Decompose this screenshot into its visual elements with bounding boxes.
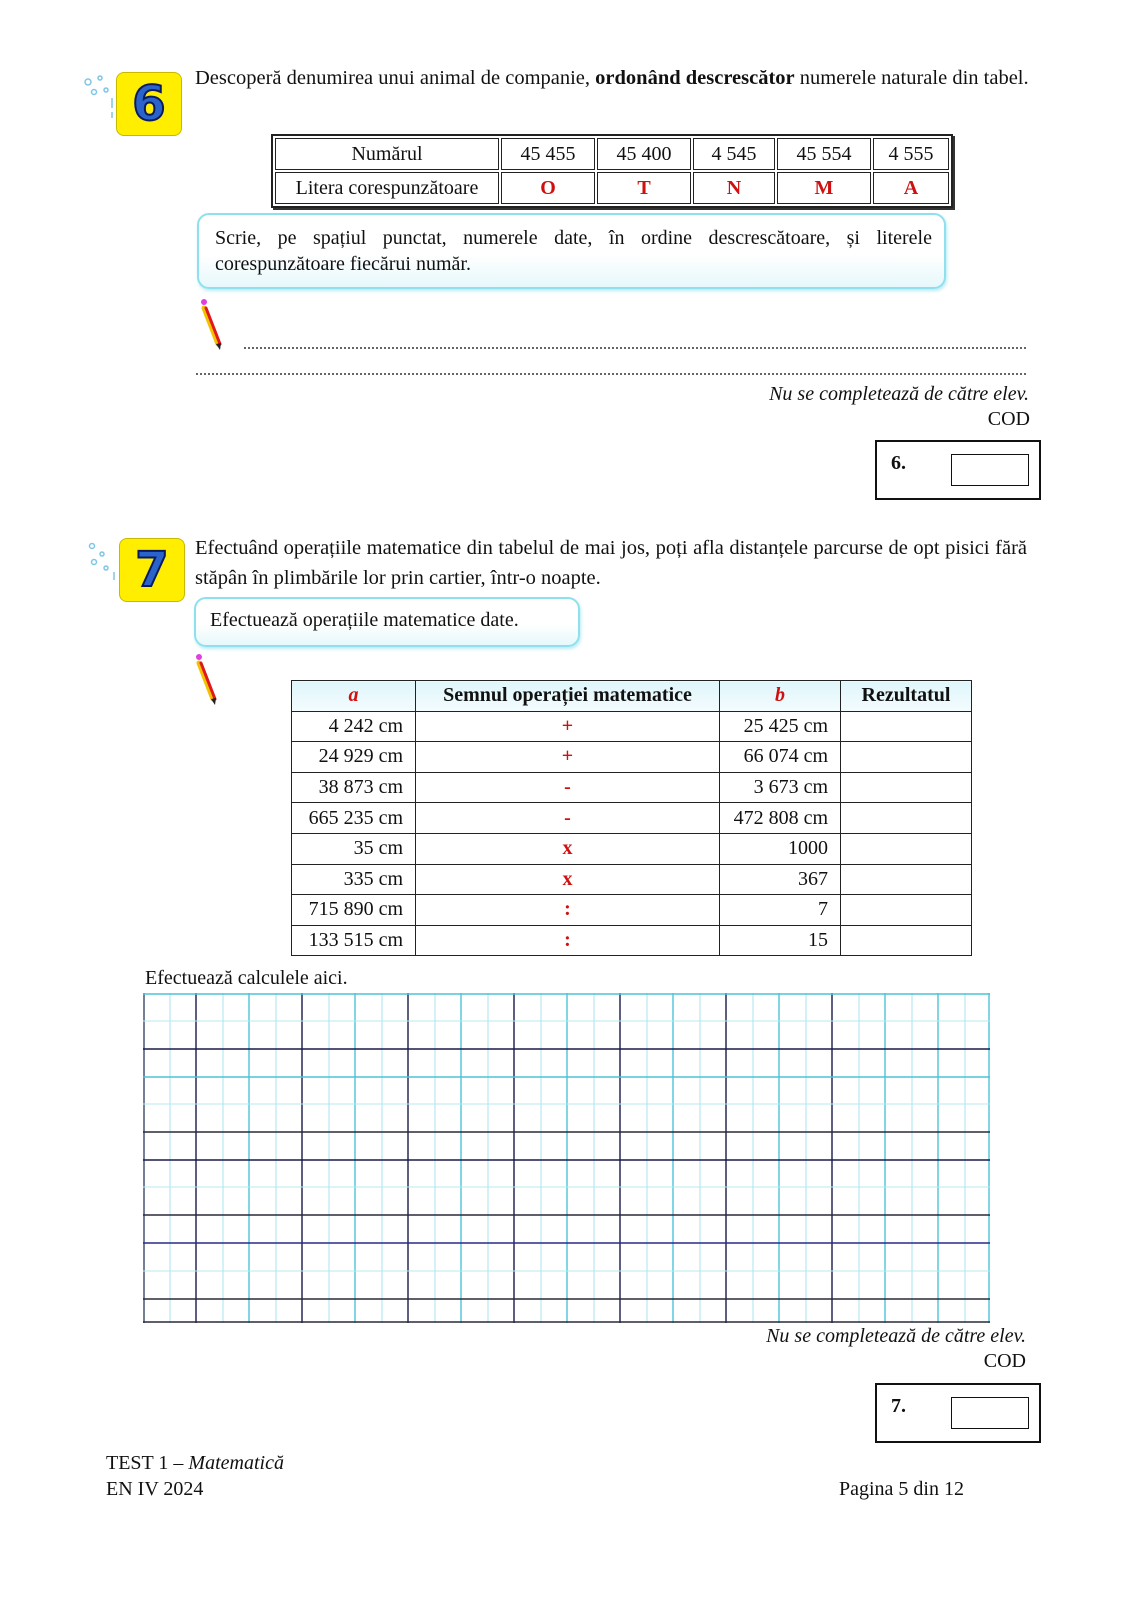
exercise-6-instruction-box bbox=[197, 213, 946, 289]
calculation-grid[interactable] bbox=[143, 993, 990, 1323]
cell-a: 4 242 cm bbox=[292, 711, 416, 742]
code-box-field[interactable] bbox=[951, 1397, 1029, 1429]
cell-operation: - bbox=[416, 803, 720, 834]
cell-b: 367 bbox=[720, 864, 841, 895]
cell-operation: + bbox=[416, 711, 720, 742]
header-result: Rezultatul bbox=[841, 681, 972, 712]
cell-a: 24 929 cm bbox=[292, 742, 416, 773]
exercise-7-code-box bbox=[875, 1383, 1041, 1443]
letter-cell: O bbox=[501, 172, 595, 204]
work-area-label: Efectuează calculele aici. bbox=[145, 967, 348, 989]
footer-exam: EN IV 2024 bbox=[106, 1478, 204, 1500]
instruction-text: Efectuează operațiile matematice date. bbox=[210, 609, 519, 631]
letter-cell: N bbox=[693, 172, 775, 204]
cell-operation: x bbox=[416, 833, 720, 864]
grader-note: Nu se completează de către elev. bbox=[769, 383, 1029, 405]
cell-a: 35 cm bbox=[292, 833, 416, 864]
number-cell: 45 400 bbox=[597, 138, 691, 170]
header-operation-sign: Semnul operației matematice bbox=[416, 681, 720, 712]
code-box-label: 7. bbox=[891, 1395, 906, 1417]
exercise-7-prompt: Efectuând operațiile matematice din tabelul de mai jos, poți afla distanțele parcurse de opt pisici fără stăpân în plimbările lor prin cartier, într-o noapte. bbox=[195, 537, 1027, 589]
letter-cell: M bbox=[777, 172, 871, 204]
cell-b: 3 673 cm bbox=[720, 772, 841, 803]
operations-table bbox=[291, 680, 972, 956]
cell-operation: : bbox=[416, 895, 720, 926]
cod-label: COD bbox=[987, 408, 1030, 430]
letters-row bbox=[275, 172, 949, 204]
instruction-text: Scrie, pe spațiul punctat, numerele date, în ordine descrescătoare, și literele corespunzătoare fiecărui număr. bbox=[215, 227, 932, 275]
sparkle-decoration-icon bbox=[78, 72, 118, 122]
cell-b: 66 074 cm bbox=[720, 742, 841, 773]
cell-b: 15 bbox=[720, 925, 841, 956]
number-cell: 45 455 bbox=[501, 138, 595, 170]
sparkle-decoration-icon bbox=[82, 538, 122, 588]
exercise-7-instruction-box bbox=[194, 597, 580, 647]
table-row bbox=[292, 925, 972, 956]
number-cell: 4 545 bbox=[693, 138, 775, 170]
exercise-6-code-box bbox=[875, 440, 1041, 500]
cell-result[interactable] bbox=[841, 833, 972, 864]
cell-a: 715 890 cm bbox=[292, 895, 416, 926]
cell-result[interactable] bbox=[841, 742, 972, 773]
cell-result[interactable] bbox=[841, 895, 972, 926]
footer-subject: Matematică bbox=[188, 1452, 284, 1474]
header-a: a bbox=[292, 681, 416, 712]
table-row bbox=[292, 711, 972, 742]
answer-line-2[interactable] bbox=[195, 373, 1027, 375]
cod-label: COD bbox=[983, 1350, 1026, 1372]
cell-result[interactable] bbox=[841, 864, 972, 895]
cell-operation: - bbox=[416, 772, 720, 803]
letter-cell: T bbox=[597, 172, 691, 204]
cell-b: 472 808 cm bbox=[720, 803, 841, 834]
page-number: Pagina 5 din 12 bbox=[839, 1478, 964, 1500]
number-cell: 4 555 bbox=[873, 138, 949, 170]
cell-result[interactable] bbox=[841, 711, 972, 742]
answer-line-1[interactable] bbox=[243, 347, 1027, 349]
cell-operation: x bbox=[416, 864, 720, 895]
code-box-field[interactable] bbox=[951, 454, 1029, 486]
table-row bbox=[292, 833, 972, 864]
prompt-text: numerele naturale din tabel. bbox=[794, 67, 1029, 89]
pencil-icon bbox=[200, 298, 222, 350]
cell-b: 7 bbox=[720, 895, 841, 926]
table-header-row bbox=[292, 681, 972, 712]
table-row bbox=[292, 803, 972, 834]
table-row bbox=[292, 895, 972, 926]
cell-a: 335 cm bbox=[292, 864, 416, 895]
cell-a: 38 873 cm bbox=[292, 772, 416, 803]
table-row bbox=[292, 742, 972, 773]
numbers-row bbox=[275, 138, 949, 170]
cell-result[interactable] bbox=[841, 803, 972, 834]
letter-cell: A bbox=[873, 172, 949, 204]
cell-a: 133 515 cm bbox=[292, 925, 416, 956]
exercise-number: 6 bbox=[132, 76, 166, 132]
exercise-6-badge bbox=[116, 72, 182, 136]
cell-operation: + bbox=[416, 742, 720, 773]
cell-a: 665 235 cm bbox=[292, 803, 416, 834]
pencil-icon bbox=[195, 653, 217, 705]
number-letter-table bbox=[271, 134, 953, 208]
code-box-label: 6. bbox=[891, 452, 906, 474]
cell-result[interactable] bbox=[841, 925, 972, 956]
prompt-text: Descoperă denumirea unui animal de companie, bbox=[195, 67, 596, 89]
header-b: b bbox=[720, 681, 841, 712]
row-label: Numărul bbox=[275, 138, 499, 170]
exercise-number: 7 bbox=[135, 542, 169, 598]
cell-operation: : bbox=[416, 925, 720, 956]
number-cell: 45 554 bbox=[777, 138, 871, 170]
grader-note: Nu se completează de către elev. bbox=[766, 1325, 1026, 1347]
footer-test-prefix: TEST 1 – bbox=[106, 1452, 189, 1474]
exercise-7-badge bbox=[119, 538, 185, 602]
cell-b: 25 425 cm bbox=[720, 711, 841, 742]
row-label: Litera corespunzătoare bbox=[275, 172, 499, 204]
table-row bbox=[292, 864, 972, 895]
exercise-6-prompt bbox=[195, 63, 1031, 93]
footer-test-title bbox=[106, 1452, 284, 1475]
table-row bbox=[292, 772, 972, 803]
cell-b: 1000 bbox=[720, 833, 841, 864]
prompt-emphasis: ordonând descrescător bbox=[595, 67, 795, 89]
cell-result[interactable] bbox=[841, 772, 972, 803]
